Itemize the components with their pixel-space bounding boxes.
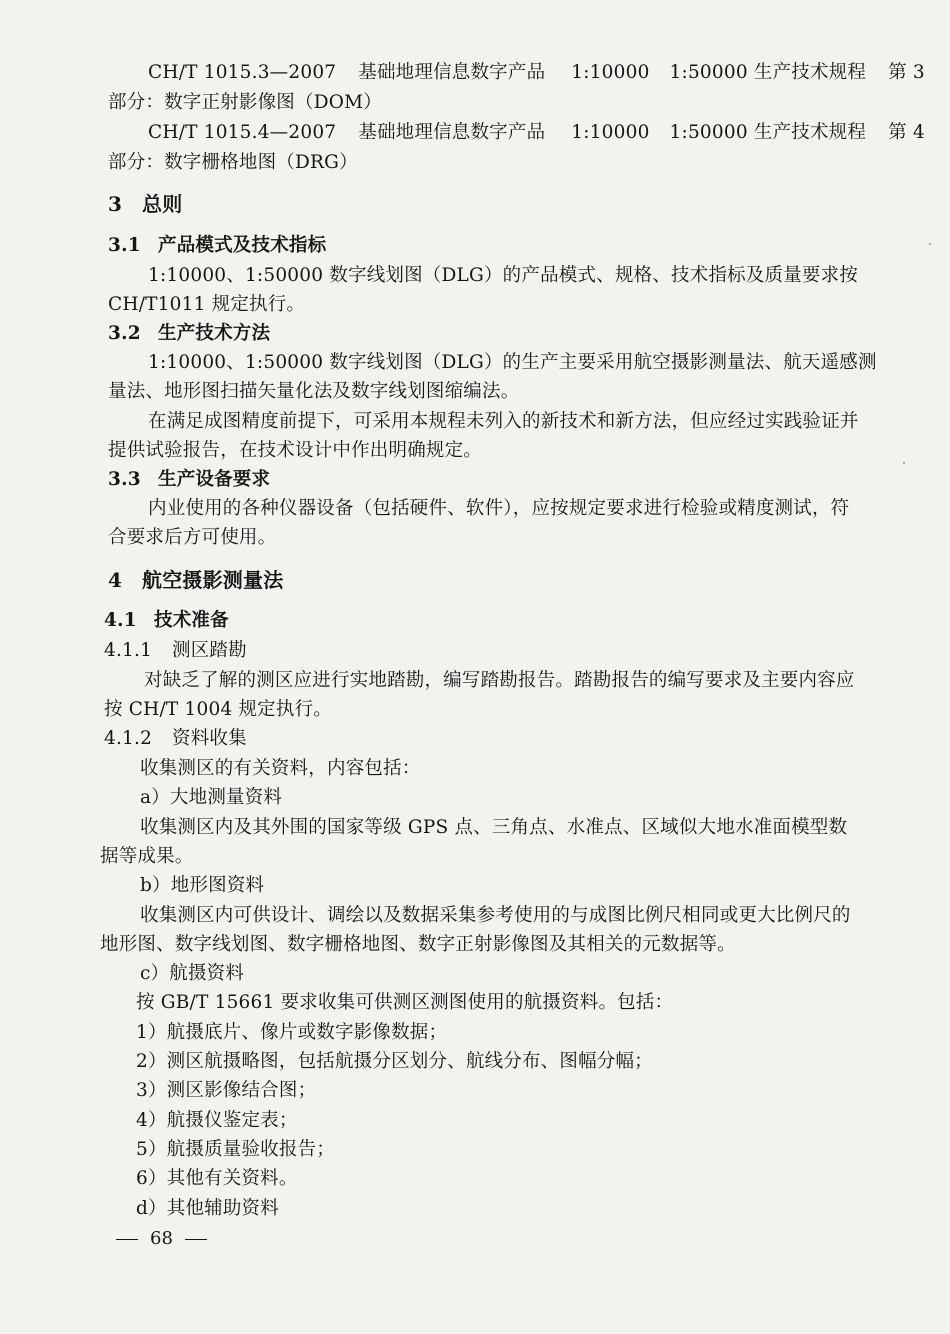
section-heading-3 (108, 191, 182, 217)
reference-title: 基础地理信息数字产品 (358, 62, 546, 83)
reference-entry (148, 120, 925, 146)
paragraph-line: 合要求后方可使用。 (108, 527, 277, 548)
list-item: 1）航摄底片、像片或数字影像数据； (136, 1022, 448, 1043)
section-number: 4 (108, 568, 123, 592)
dash-mark (116, 1239, 138, 1240)
paragraph-line: 内业使用的各种仪器设备（包括硬件、软件），应按规定要求进行检验或精度测试，符 (148, 498, 850, 519)
list-item-c-title: c）航摄资料 (140, 963, 245, 984)
page-number (116, 1228, 207, 1249)
page-number-text: 68 (150, 1228, 173, 1249)
reference-part: 第 4 (888, 122, 925, 143)
section-heading-4 (108, 567, 283, 593)
reference-title: 基础地理信息数字产品 (358, 122, 546, 143)
section-title: 航空摄影测量法 (142, 568, 284, 592)
paragraph-line: 1:10000、1:50000 数字线划图（DLG）的产品模式、规格、技术指标及质量要求按 (148, 265, 858, 286)
reference-part: 第 3 (888, 62, 925, 83)
paragraph-line: 按 CH/T 1004 规定执行。 (104, 699, 332, 720)
paragraph-line: 量法、地形图扫描矢量化法及数字线划图缩编法。 (108, 381, 520, 402)
paragraph-line: 收集测区内可供设计、调绘以及数据采集参考使用的与成图比例尺相同或更大比例尺的 (140, 905, 851, 926)
paragraph-line: CH/T1011 规定执行。 (108, 294, 306, 315)
paragraph-line: 对缺乏了解的测区应进行实地踏勘，编写踏勘报告。踏勘报告的编写要求及主要内容应 (144, 670, 855, 691)
clause-title: 资料收集 (172, 728, 247, 749)
paragraph-line: 地形图、数字线划图、数字栅格地图、数字正射影像图及其相关的元数据等。 (100, 934, 736, 955)
reference-continuation: 部分：数字正射影像图（DOM） (108, 92, 382, 113)
paragraph-line: 提供试验报告，在技术设计中作出明确规定。 (108, 440, 483, 461)
paragraph-line: 收集测区内及其外围的国家等级 GPS 点、三角点、水准点、区域似大地水准面模型数 (140, 817, 848, 838)
subsection-heading-3-2 (108, 321, 270, 347)
list-item: 5）航摄质量验收报告； (136, 1139, 335, 1160)
list-item: 3）测区影像结合图； (136, 1080, 317, 1101)
list-item: 6）其他有关资料。 (136, 1168, 298, 1189)
paragraph-line: 收集测区的有关资料，内容包括： (140, 758, 421, 779)
paragraph-line: 1:10000、1:50000 数字线划图（DLG）的生产主要采用航空摄影测量法、航天遥感测 (148, 352, 877, 373)
paragraph-line: 按 GB/T 15661 要求收集可供测区测图使用的航摄资料。包括： (136, 992, 674, 1013)
list-item-a-title: a）大地测量资料 (140, 787, 283, 808)
clause-heading-4-1-1 (104, 638, 247, 664)
section-number: 3 (108, 192, 123, 216)
subsection-number: 3.3 (108, 469, 141, 490)
clause-number: 4.1.1 (104, 640, 153, 661)
subsection-number: 4.1 (104, 610, 137, 631)
list-item-b-title: b）地形图资料 (140, 875, 265, 896)
reference-entry (148, 60, 925, 86)
subsection-number: 3.2 (108, 323, 141, 344)
subsection-title: 生产技术方法 (158, 323, 271, 344)
subsection-heading-4-1 (104, 608, 229, 634)
subsection-number: 3.1 (108, 235, 141, 256)
reference-continuation: 部分：数字栅格地图（DRG） (108, 152, 358, 173)
paragraph-line: 据等成果。 (100, 846, 194, 867)
subsection-title: 产品模式及技术指标 (158, 235, 327, 256)
reference-code: CH/T 1015.4—2007 (148, 122, 337, 143)
clause-heading-4-1-2 (104, 726, 247, 752)
paragraph-line: 在满足成图精度前提下，可采用本规程未列入的新技术和新方法，但应经过实践验证并 (148, 411, 859, 432)
subsection-title: 生产设备要求 (158, 469, 271, 490)
list-item: 2）测区航摄略图，包括航摄分区划分、航线分布、图幅分幅； (136, 1051, 653, 1072)
section-title: 总则 (142, 192, 183, 216)
reference-code: CH/T 1015.3—2007 (148, 62, 337, 83)
scan-speck (903, 462, 905, 464)
scan-speck (929, 243, 931, 245)
reference-scale: 1:10000 (571, 122, 650, 143)
clause-number: 4.1.2 (104, 728, 153, 749)
reference-scale: 1:10000 (571, 62, 650, 83)
dash-mark (185, 1239, 207, 1240)
reference-scale-title: 1:50000 生产技术规程 (669, 122, 867, 143)
subsection-title: 技术准备 (154, 610, 229, 631)
subsection-heading-3-3 (108, 467, 270, 493)
list-item-d-title: d）其他辅助资料 (136, 1198, 279, 1219)
clause-title: 测区踏勘 (172, 640, 247, 661)
subsection-heading-3-1 (108, 233, 326, 259)
list-item: 4）航摄仪鉴定表； (136, 1110, 298, 1131)
reference-scale-title: 1:50000 生产技术规程 (669, 62, 867, 83)
